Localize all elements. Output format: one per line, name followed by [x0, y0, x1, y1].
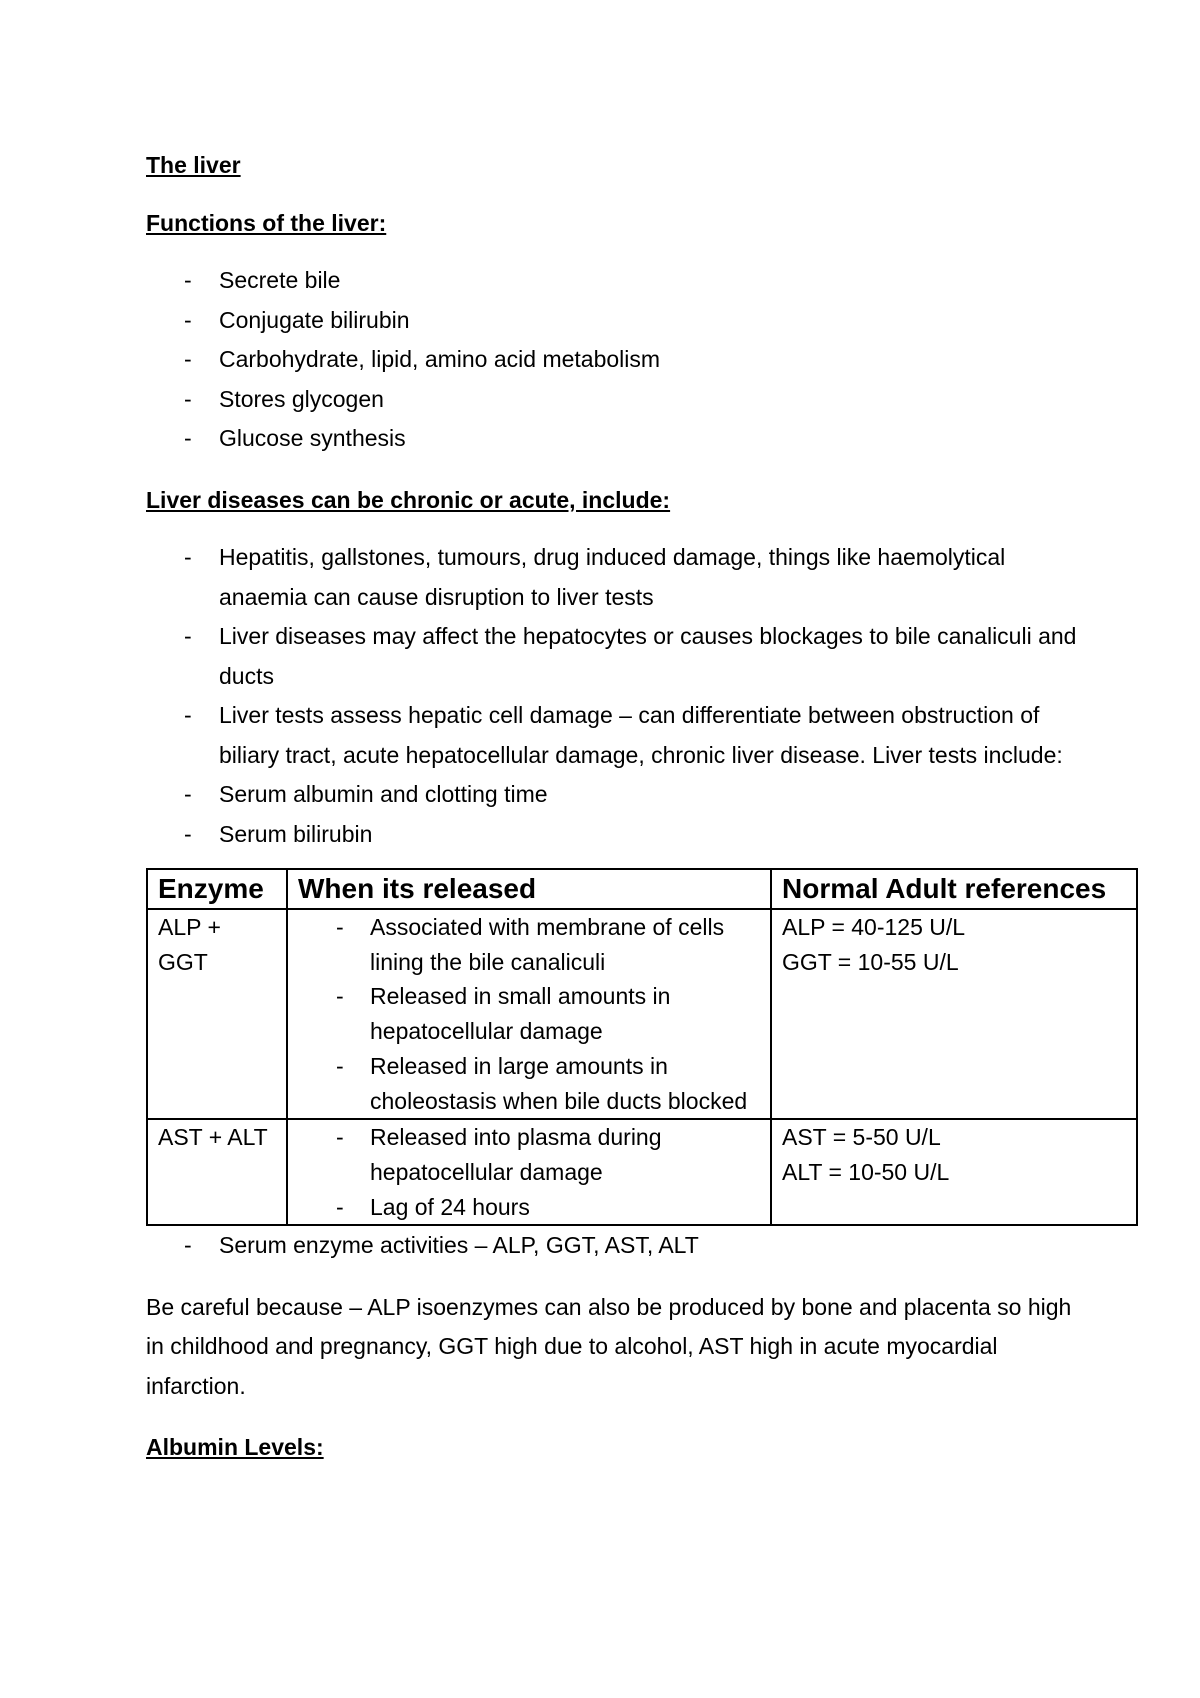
list-item: - Lag of 24 hours — [298, 1190, 760, 1225]
table-row — [147, 1119, 1137, 1225]
list-item: - Released in small amounts in hepatocellular damage — [298, 979, 760, 1048]
list-item: - Secrete bile — [146, 261, 1099, 301]
dash-bullet: - — [184, 623, 192, 649]
dash-bullet: - — [184, 544, 192, 570]
dash-bullet: - — [336, 1124, 344, 1151]
dash-bullet: - — [184, 702, 192, 728]
dash-bullet: - — [336, 983, 344, 1010]
list-item: - Conjugate bilirubin — [146, 301, 1099, 341]
reference-value: AST = 5-50 U/L — [782, 1124, 941, 1151]
enzyme-cell: AST + ALT — [147, 1119, 287, 1225]
dash-bullet: - — [184, 346, 192, 372]
list-item: - Released in large amounts in choleostasis when bile ducts blocked — [298, 1049, 760, 1118]
column-header-released: When its released — [287, 869, 771, 909]
list-item: - Serum bilirubin — [146, 815, 1099, 855]
albumin-heading: Albumin Levels: — [146, 1434, 324, 1461]
reference-value: GGT = 10-55 U/L — [782, 948, 959, 975]
table-header-row — [147, 869, 1137, 909]
references-cell — [771, 909, 1137, 1119]
list-item: - Released into plasma during hepatocellular damage — [298, 1120, 760, 1189]
list-item: - Serum enzyme activities – ALP, GGT, AST, ALT — [146, 1226, 1099, 1266]
dash-bullet: - — [184, 306, 192, 333]
page-title: The liver — [146, 152, 241, 178]
list-item: - Stores glycogen — [146, 380, 1099, 420]
after-table-list — [146, 1226, 1136, 1266]
dash-bullet: - — [336, 914, 344, 940]
dash-bullet: - — [184, 820, 192, 847]
dash-bullet: - — [184, 267, 192, 293]
column-header-references: Normal Adult references — [771, 869, 1137, 909]
released-cell — [287, 909, 771, 1119]
list-item: - Associated with membrane of cells lining the bile canaliculi — [298, 910, 760, 979]
table-row — [147, 909, 1137, 1119]
diseases-list — [146, 538, 1136, 854]
enzyme-table — [146, 868, 1138, 1226]
dash-bullet: - — [336, 1193, 344, 1220]
dash-bullet: - — [184, 425, 192, 451]
list-item: - Serum albumin and clotting time — [146, 775, 1099, 815]
document-page — [146, 146, 1136, 1468]
list-item: - Liver tests assess hepatic cell damage – can differentiate between obstruction of biliary tract, acute hepatocellular damage, chronic liver disease. Liver tests include: — [146, 696, 1099, 775]
list-item: - Hepatitis, gallstones, tumours, drug induced damage, things like haemolytical anaemia can cause disruption to liver tests — [146, 538, 1099, 617]
caution-paragraph: Be careful because – ALP isoenzymes can also be produced by bone and placenta so high in childhood and pregnancy, GGT high due to alcohol, AST high in acute myocardial infarction. — [146, 1293, 1072, 1399]
diseases-heading: Liver diseases can be chronic or acute, include: — [146, 486, 671, 513]
dash-bullet: - — [184, 385, 192, 412]
list-item: - Carbohydrate, lipid, amino acid metabolism — [146, 340, 1099, 380]
dash-bullet: - — [336, 1052, 344, 1079]
released-cell — [287, 1119, 771, 1225]
enzyme-cell: ALP + GGT — [147, 909, 287, 1119]
reference-value: ALT = 10-50 U/L — [782, 1158, 950, 1185]
column-header-enzyme: Enzyme — [147, 869, 287, 909]
functions-heading: Functions of the liver: — [146, 209, 387, 236]
functions-list — [146, 261, 1136, 459]
reference-value: ALP = 40-125 U/L — [782, 914, 966, 940]
dash-bullet: - — [184, 781, 192, 807]
references-cell — [771, 1119, 1137, 1225]
dash-bullet: - — [184, 1232, 192, 1259]
list-item: - Glucose synthesis — [146, 419, 1099, 459]
list-item: - Liver diseases may affect the hepatocytes or causes blockages to bile canaliculi and ducts — [146, 617, 1099, 696]
